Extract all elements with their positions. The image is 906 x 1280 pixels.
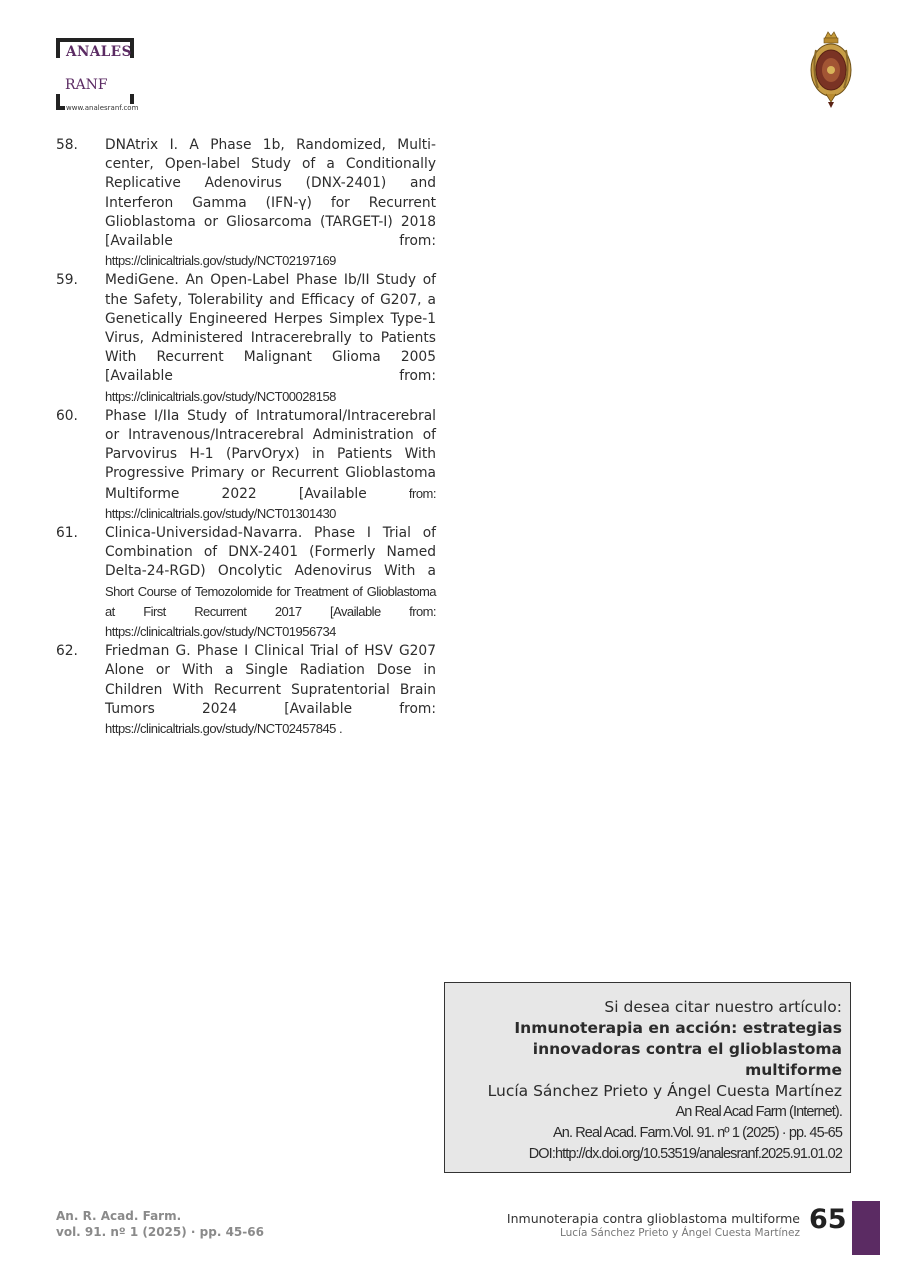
footer-journal-volume: vol. 91. nº 1 (2025) · pp. 45-66	[56, 1225, 264, 1239]
logo-ranf-text: RANF	[65, 77, 108, 93]
reference-text: Friedman G. Phase I Clinical Trial of HSV G207 Alone or With a Single Radiation Dose in Children With Recurrent Supratentorial Brain Tumors 2024 [Available from:	[105, 643, 436, 717]
reference-text: Clinica-Universidad-Navarra. Phase I Trial of Combination of DNX-2401 (Formerly Named Delta-24-RGD) Oncolytic Adenovirus With a	[105, 525, 436, 580]
citation-volume: An. Real Acad. Farm.Vol. 91. nº 1 (2025) · pp. 45-65	[553, 1125, 842, 1141]
reference-item	[56, 271, 436, 406]
reference-list	[56, 136, 436, 739]
footer-article-title: Inmunoterapia contra glioblastoma multiforme	[506, 1211, 800, 1226]
logo-url: www.analesranf.com	[66, 104, 139, 112]
academy-crest-icon	[806, 30, 856, 110]
reference-item	[56, 136, 436, 271]
citation-journal: An Real Acad Farm (Internet).	[675, 1104, 842, 1120]
citation-intro: Si desea citar nuestro artículo:	[604, 998, 842, 1016]
page-number: 65	[809, 1204, 847, 1235]
reference-text-continued: Short Course of Temozolomide for Treatment of Glioblastoma at First Recurrent 2017 [Available from:	[105, 583, 436, 619]
reference-number: 62.	[56, 643, 78, 660]
footer-journal-info	[56, 1208, 264, 1240]
reference-link[interactable]: https://clinicaltrials.gov/study/NCT00028158	[105, 388, 336, 404]
reference-number: 59.	[56, 272, 78, 289]
reference-link[interactable]: from: https://clinicaltrials.gov/study/NCT01301430	[105, 485, 436, 521]
reference-text: DNAtrix I. A Phase 1b, Randomized, Multi-center, Open-label Study of a Conditionally Replicative Adenovirus (DNX-2401) and Interferon Gamma (IFN-γ) for Recurrent Glioblastoma or Gliosarcoma (TARGET-I) 2018 [Available from:	[105, 137, 436, 250]
footer-journal-name: An. R. Acad. Farm.	[56, 1209, 182, 1223]
footer-article-info	[507, 1211, 800, 1240]
reference-number: 60.	[56, 407, 78, 424]
page-accent-bar	[852, 1201, 880, 1255]
logo-anales-text: ANALES	[66, 44, 132, 60]
footer-article-authors: Lucía Sánchez Prieto y Ángel Cuesta Martínez	[559, 1227, 800, 1239]
reference-number: 61.	[56, 525, 78, 542]
citation-doi[interactable]: DOI:http://dx.doi.org/10.53519/analesranf.2025.91.01.02	[528, 1146, 842, 1162]
reference-link[interactable]: https://clinicaltrials.gov/study/NCT02197169	[105, 253, 336, 269]
reference-item	[56, 407, 436, 524]
journal-logo	[56, 38, 196, 118]
reference-item	[56, 642, 436, 739]
reference-link[interactable]: https://clinicaltrials.gov/study/NCT01956734	[105, 624, 336, 640]
reference-text: Phase I/IIa Study of Intratumoral/Intracerebral or Intravenous/Intracerebral Administration of Parvovirus H-1 (ParvOryx) in Patients With Progressive Primary or Recurrent Glioblastoma Multiforme 2022 [Available	[105, 407, 436, 502]
reference-text: MediGene. An Open-Label Phase Ib/II Study of the Safety, Tolerability and Efficacy of G207, a Genetically Engineered Herpes Simplex Type-1 Virus, Administered Intracerebrally to Patients With Recurrent Malignant Glioma 2005 [Available from:	[105, 272, 436, 385]
citation-box	[444, 982, 851, 1173]
citation-title: Inmunoterapia en acción: estrategias innovadoras contra el glioblastoma multiforme	[514, 1019, 842, 1079]
reference-item	[56, 524, 436, 642]
reference-link[interactable]: https://clinicaltrials.gov/study/NCT02457845 .	[105, 721, 343, 737]
reference-number: 58.	[56, 137, 78, 153]
citation-authors: Lucía Sánchez Prieto y Ángel Cuesta Martínez	[487, 1082, 842, 1100]
